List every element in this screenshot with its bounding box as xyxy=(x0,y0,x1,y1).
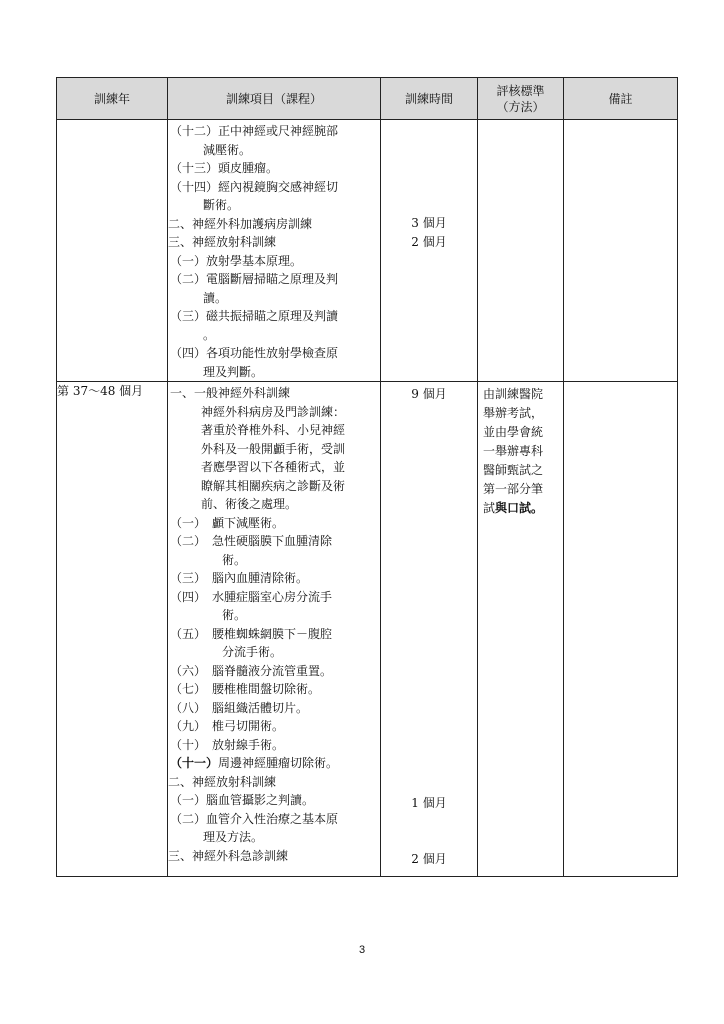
item-line: （一） 顱下減壓術。 xyxy=(170,515,285,530)
item-line: 理及方法。 xyxy=(203,830,264,844)
item-line: （二） 急性硬腦膜下血腫清除 xyxy=(170,534,333,548)
item-line: （五） 腰椎蜘蛛網膜下－腹腔 xyxy=(170,626,333,641)
eval-line: 第一部分筆 xyxy=(483,482,544,496)
item-line: （十四）經內視鏡胸交感神經切 xyxy=(170,179,339,194)
eval-text: 試 xyxy=(483,501,496,515)
eval-text-bold: 與口試。 xyxy=(495,501,544,515)
year-cell xyxy=(57,120,168,382)
item-line: 一、一般神經外科訓練 xyxy=(170,386,291,400)
item-line: 分流手術。 xyxy=(222,645,283,659)
item-line: （四）各項功能性放射學檢查原 xyxy=(170,346,339,360)
remarks-cell xyxy=(564,382,678,877)
time-cell xyxy=(381,382,478,877)
eval-line xyxy=(483,499,563,518)
training-table xyxy=(56,77,678,877)
header-time: 訓練時間 xyxy=(381,78,478,120)
item-line: （十三）頭皮腫瘤。 xyxy=(170,161,279,175)
item-line: 前、術後之處理。 xyxy=(201,497,298,511)
item-line: （三） 腦內血腫清除術。 xyxy=(170,571,309,585)
time-value: 3 個月 xyxy=(411,216,447,230)
item-line: （二）血管介入性治療之基本原 xyxy=(170,811,339,826)
eval-line: 舉辦考試， xyxy=(483,406,544,420)
item-line: 著重於脊椎外科、小兒神經 xyxy=(201,423,346,437)
item-line: 二、神經外科加護病房訓練 xyxy=(168,216,313,231)
header-year: 訓練年 xyxy=(57,78,168,120)
item-line: 三、神經放射科訓練 xyxy=(168,235,277,249)
eval-line: 並由學會統 xyxy=(483,425,544,439)
time-value: 1 個月 xyxy=(411,796,447,810)
header-row xyxy=(57,78,678,120)
item-line: 瞭解其相關疾病之診斷及術 xyxy=(201,478,346,493)
item-line: 者應學習以下各種術式，並 xyxy=(201,460,346,474)
header-eval xyxy=(478,78,564,120)
eval-cell xyxy=(478,120,564,382)
remarks-cell xyxy=(564,120,678,382)
header-remarks: 備註 xyxy=(564,78,678,120)
item-line: （一）腦血管攝影之判讀。 xyxy=(170,793,315,807)
time-value: 9 個月 xyxy=(411,387,447,401)
item-line: （六） 腦脊髓液分流管重置。 xyxy=(170,663,333,678)
item-line: 外科及一般開顱手術，受訓 xyxy=(201,441,346,456)
item-line xyxy=(170,754,380,773)
header-items: 訓練項目（課程） xyxy=(168,78,381,120)
table-row xyxy=(57,120,678,382)
year-cell: 第 37～48 個月 xyxy=(57,382,168,877)
item-line: （七） 腰椎椎間盤切除術。 xyxy=(170,682,321,696)
item-line: 讀。 xyxy=(203,290,228,305)
item-line: 三、神經外科急診訓練 xyxy=(168,848,289,863)
item-line: 二、神經放射科訓練 xyxy=(168,774,277,789)
item-line: 術。 xyxy=(222,552,247,567)
header-eval-line2: （方法） xyxy=(496,99,545,114)
page-number: 3 xyxy=(358,944,366,956)
time-value: 2 個月 xyxy=(411,234,447,249)
items-cell xyxy=(168,120,381,382)
item-line: 斷術。 xyxy=(203,198,240,212)
item-line: （九） 椎弓切開術。 xyxy=(170,719,285,733)
table-row xyxy=(57,382,678,877)
item-line: （八） 腦組織活體切片。 xyxy=(170,700,309,715)
item-number-bold: （十一） xyxy=(170,756,219,770)
time-cell xyxy=(381,120,478,382)
item-line: （十） 放射線手術。 xyxy=(170,737,285,752)
item-line: 神經外科病房及門診訓練： xyxy=(201,404,346,419)
item-line: 理及判斷。 xyxy=(203,364,264,379)
item-line: （四） 水腫症腦室心房分流手 xyxy=(170,589,333,604)
eval-line: 醫師甄試之 xyxy=(483,463,544,477)
item-line: 減壓術。 xyxy=(203,142,252,157)
item-line: 。 xyxy=(203,327,216,342)
item-text: 周邊神經腫瘤切除術。 xyxy=(218,756,339,770)
item-line: （十二）正中神經或尺神經腕部 xyxy=(170,124,339,138)
header-eval-line1: 評核標準 xyxy=(496,83,545,98)
eval-cell xyxy=(478,382,564,877)
eval-line: 由訓練醫院 xyxy=(483,387,544,401)
item-line: （二）電腦斷層掃瞄之原理及判 xyxy=(170,272,339,286)
item-line: （一）放射學基本原理。 xyxy=(170,253,303,268)
item-line: （三）磁共振掃瞄之原理及判讀 xyxy=(170,309,339,323)
eval-line: 一舉辦專科 xyxy=(483,444,544,458)
items-cell xyxy=(168,382,381,877)
time-value: 2 個月 xyxy=(411,852,447,866)
item-line: 術。 xyxy=(222,608,247,622)
